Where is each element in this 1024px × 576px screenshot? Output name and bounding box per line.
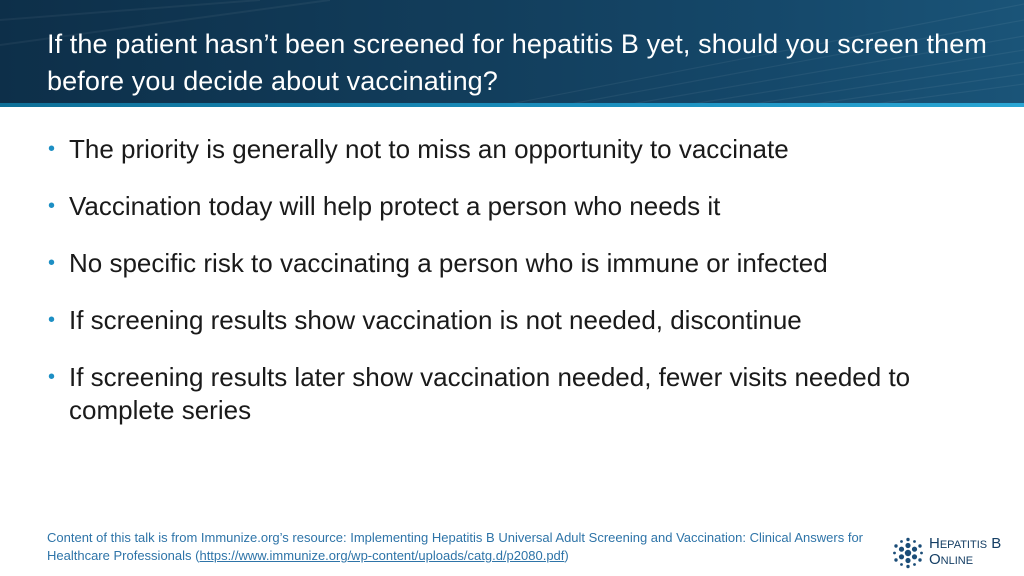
- bullet-item: [47, 304, 977, 337]
- logo-line-2: Online: [929, 551, 974, 568]
- bullet-marker: •: [48, 252, 56, 274]
- source-footnote: [47, 529, 877, 565]
- bullet-item: [47, 190, 977, 223]
- bullet-text: If screening results show vaccination is not needed, discontinue: [69, 305, 802, 335]
- bullet-text: If screening results later show vaccination needed, fewer visits needed to complete series: [69, 362, 911, 425]
- bullet-marker: •: [48, 366, 56, 388]
- footnote-text: Content of this talk is from Immunize.org’s resource: Implementing Hepatitis B Universal Adult Screening and Vaccination: Clinical Answers for Healthcare Professionals (: [47, 530, 863, 563]
- title-bar-accent-line: [0, 103, 1024, 107]
- molecule-cluster-icon: [892, 537, 924, 569]
- logo-wordmark: [929, 536, 1001, 568]
- source-link[interactable]: https://www.immunize.org/wp-content/uploads/catg.d/p2080.pdf: [199, 548, 565, 563]
- bullet-marker: •: [48, 309, 56, 331]
- logo-line-1: Hepatitis B: [929, 535, 1002, 552]
- bullet-item: [47, 247, 977, 280]
- title-bar: [0, 0, 1024, 106]
- slide-title: If the patient hasn’t been screened for hepatitis B yet, should you screen them before you decide about vaccinating?: [47, 29, 987, 96]
- bullet-text: Vaccination today will help protect a person who needs it: [69, 191, 721, 221]
- bullet-item: [47, 361, 977, 427]
- bullet-item: [47, 133, 977, 166]
- bullet-text: No specific risk to vaccinating a person who is immune or infected: [69, 248, 828, 278]
- hepatitis-b-online-logo: [892, 535, 1018, 571]
- bullet-text: The priority is generally not to miss an opportunity to vaccinate: [69, 134, 789, 164]
- footnote-close-paren: ): [564, 548, 569, 563]
- bullet-list: [47, 133, 977, 451]
- bullet-marker: •: [48, 138, 56, 160]
- bullet-marker: •: [48, 195, 56, 217]
